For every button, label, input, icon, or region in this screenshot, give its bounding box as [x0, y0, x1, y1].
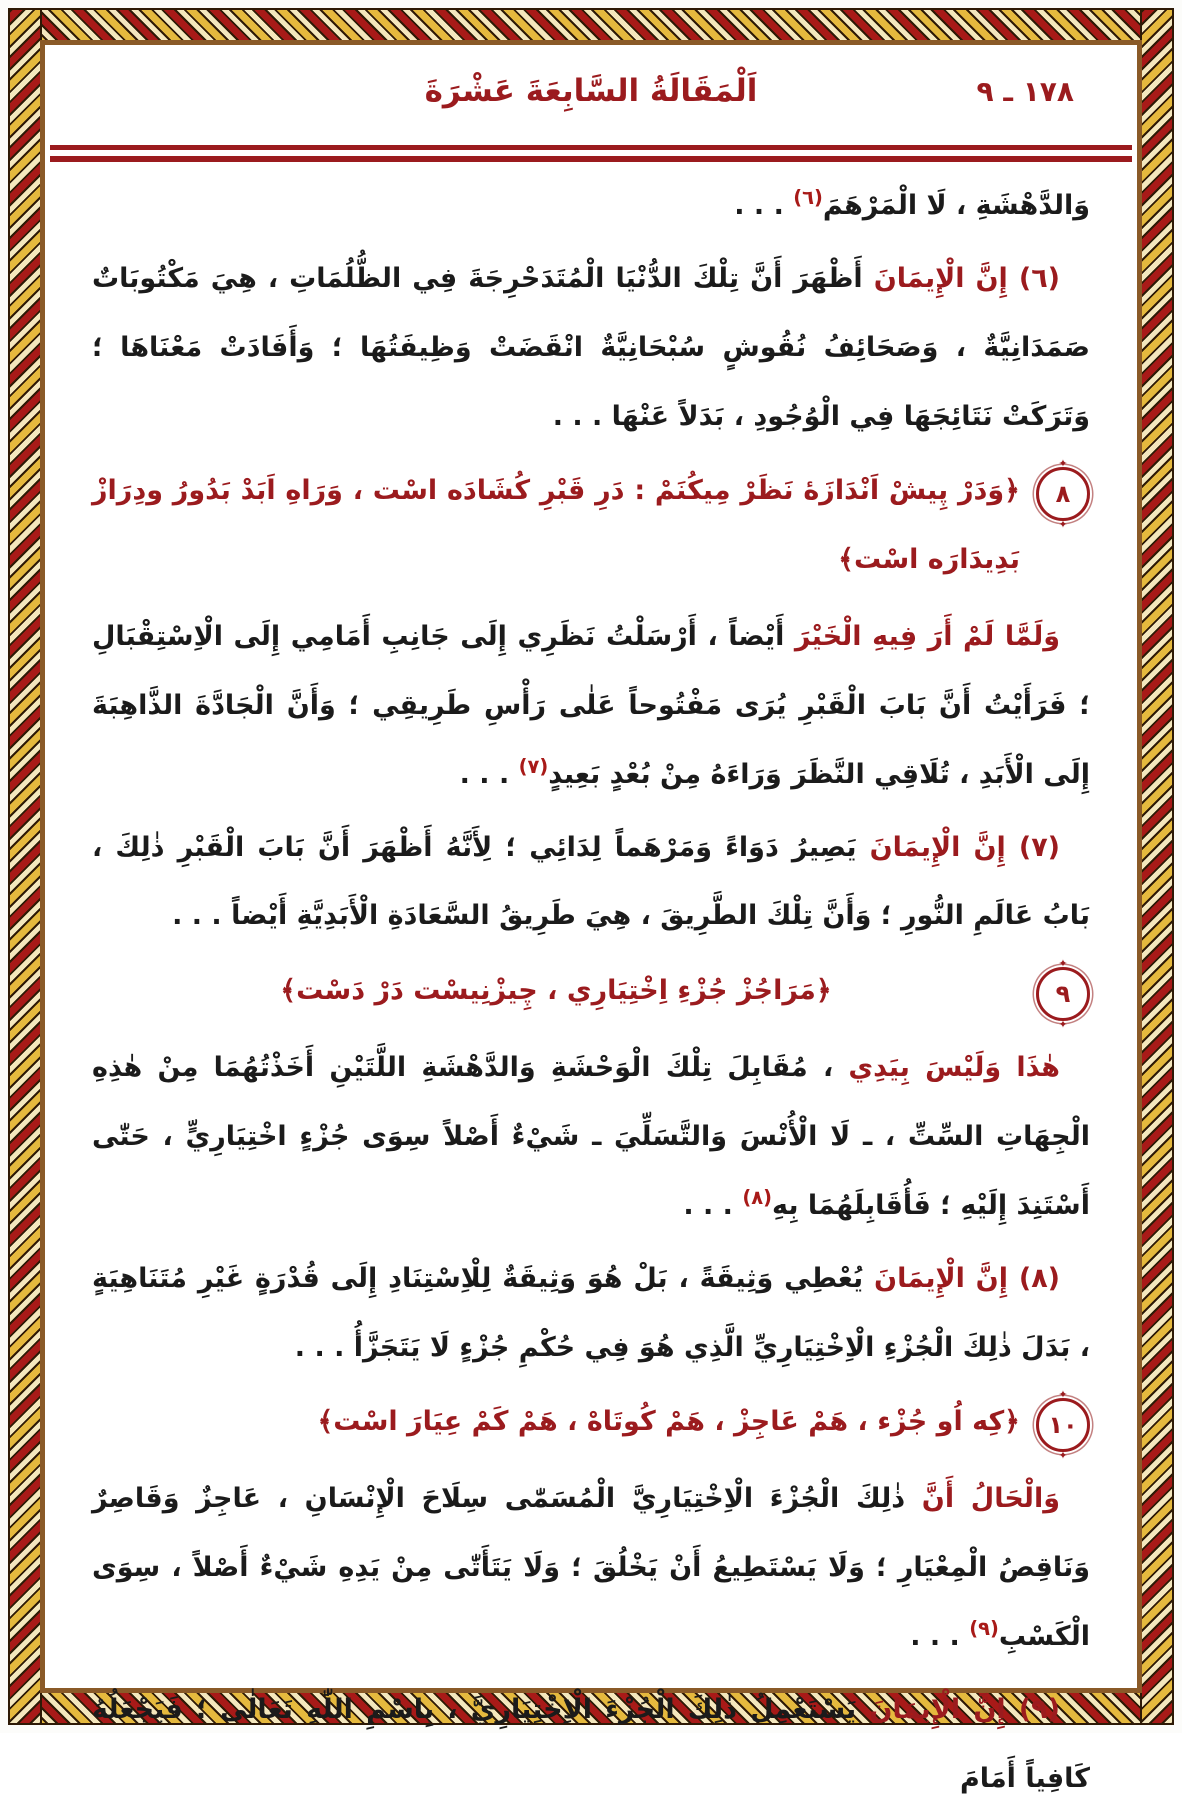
text-segment: أَيْضاً ، أَرْسَلْتُ نَظَرِي إِلَى جَانِبِ أَمَامِي إِلَى الْاِسْتِقْبَالِ ؛ فَرَأَيْتُ أَنَّ بَابَ الْقَبْرِ يُرَى مَفْتُوحاً عَلٰى رَأْسِ طَرِيقِي ؛ وَأَنَّ الْجَادَّةَ الذَّاهِبَةَ إِلَى الْأَبَدِ ، تُلَاقِي النَّظَرَ وَرَاءَهُ مِنْ بُعْدٍ بَعِيدٍ	[92, 621, 1090, 790]
ornate-border-top	[8, 8, 1174, 42]
paragraph	[92, 1034, 1090, 1241]
text-segment: وَالْحَالُ أَنَّ	[905, 1483, 1060, 1515]
text-segment: . . .	[459, 758, 519, 790]
text-segment: وَالدَّهْشَةِ ، لَا الْمَرْهَمَ	[822, 190, 1090, 221]
text-segment: أَظْهَرَ أَنَّ تِلْكَ الدُّنْيَا الْمُتَدَحْرِجَةَ فِي الظُّلُمَاتِ ، هِيَ مَكْتُوبَاتٌ صَمَدَانِيَّةٌ ، وَصَحَائِفُ نُقُوشٍ سُبْحَانِيَّةٌ انْقَضَتْ وَظِيفَتُهَا ؛ وَأَفَادَتْ مَعْنَاهَا ؛ وَتَرَكَتْ نَتَائِجَهَا فِي الْوُجُودِ ، بَدَلاً عَنْهَا . . .	[92, 262, 1090, 432]
verse-block	[92, 957, 1090, 1026]
text-segment: . . .	[734, 190, 794, 221]
text-segment: يَسْتَعْمِلُ ذٰلِكَ الْجُزْءَ الْاِخْتِيَارِيَّ ، بِاسْمِ اللّٰهِ تَعَالٰى ؛ فَيَجْعَلُهُ كَافِياً أَمَامَ	[92, 1693, 1090, 1794]
text-segment: ذٰلِكَ الْجُزْءَ الْاِخْتِيَارِيَّ الْمُسَمّٰى سِلَاحَ الْإِنْسَانِ ، عَاجِزٌ وَقَاصِرٌ وَنَاقِصُ الْمِعْيَارِ ؛ وَلَا يَسْتَطِيعُ أَنْ يَخْلُقَ ؛ وَلَا يَتَأَتّٰى مِنْ يَدِهِ شَيْءٌ أَصْلاً ، سِوَى الْكَسْبِ	[92, 1483, 1090, 1652]
verse-block	[92, 1388, 1090, 1457]
footnote-ref: (٧)	[518, 754, 549, 778]
paragraph	[92, 172, 1090, 241]
paragraph	[92, 814, 1090, 952]
text-segment: ، مُقَابِلَ تِلْكَ الْوَحْشَةِ وَالدَّهْشَةِ اللَّتَيْنِ أَخَذْتُهُمَا مِنْ هٰذِهِ الْجِهَاتِ السِّتِّ ، ـ لَا الْأُنْسَ وَالتَّسَلِّيَ ـ شَيْءٌ أَصْلاً سِوَى جُزْءٍ اخْتِيَارِيٍّ ، حَتّٰى أَسْتَنِدَ إِلَيْهِ ؛ فَأُقَابِلَهُمَا بِهِ	[92, 1052, 1090, 1221]
verse-text: ﴿كِه اُو جُزْء ، هَمْ عَاجِزْ ، هَمْ كُوتَاهْ ، هَمْ كَمْ عِيَارَ اسْت﴾	[317, 1406, 1020, 1438]
text-segment: (٩) إِنَّ الْإِيمَانَ	[856, 1693, 1060, 1725]
text-segment: (٦) إِنَّ الْإِيمَانَ	[862, 262, 1061, 294]
paragraph	[92, 245, 1090, 452]
page-content	[50, 47, 1132, 1794]
verse-text: ﴿مَرَاجُزْ جُزْءِ اِخْتِيَارِي ، چِيزْنِيسْت دَرْ دَسْت﴾	[280, 975, 832, 1007]
page-number: ١٧٨ ـ ٩	[976, 75, 1074, 108]
paragraph	[92, 1676, 1090, 1813]
verse-number-ornament: ✦ ٨ ✦	[1036, 467, 1090, 521]
body-text	[50, 162, 1132, 1813]
text-segment: وَلَمَّا لَمْ أَرَ فِيهِ الْخَيْرَ	[784, 621, 1060, 653]
verse-number-ornament: ✦ ٩ ✦	[1036, 967, 1090, 1021]
footnote-ref: (٦)	[793, 186, 823, 209]
ornate-border-right	[1140, 8, 1174, 1725]
text-segment: . . .	[910, 1620, 970, 1652]
divider-line-top	[50, 145, 1132, 150]
text-segment: يُعْطِي وَثِيقَةً ، بَلْ هُوَ وَثِيقَةٌ لِلْاِسْتِنَادِ إِلَى قُدْرَةٍ غَيْرِ مُتَنَاهِيَةٍ ، بَدَلَ ذٰلِكَ الْجُزْءِ الْاِخْتِيَارِيِّ الَّذِي هُوَ فِي حُكْمِ جُزْءٍ لَا يَتَجَزَّأُ . . .	[92, 1262, 1090, 1363]
verse-text: ﴿وَدَرْ پِيشْ اَنْدَازَهٔ نَظَرْ مِيكُنَمْ : دَرِ قَبْرِ كُشَادَه اسْت ، وَرَاهِ اَبَدْ بَدُورُ ودِرَازْ بَدِيدَارَه اسْت﴾	[92, 475, 1020, 576]
verse-block	[92, 457, 1090, 595]
paragraph	[92, 603, 1090, 810]
text-segment: . . .	[683, 1189, 743, 1221]
text-segment: هٰذَا وَلَيْسَ بِيَدِي	[833, 1052, 1060, 1084]
page-header	[50, 73, 1132, 131]
verse-number-ornament: ✦ ١٠ ✦	[1036, 1398, 1090, 1452]
page-title: اَلْمَقَالَةُ السَّابِعَةَ عَشْرَةَ	[424, 73, 758, 109]
text-segment: (٧) إِنَّ الْإِيمَانَ	[856, 831, 1061, 863]
text-segment: (٨) إِنَّ الْإِيمَانَ	[863, 1262, 1061, 1294]
paragraph	[92, 1245, 1090, 1383]
ornate-border-left	[8, 8, 42, 1725]
header-divider	[50, 145, 1132, 162]
paragraph	[92, 1465, 1090, 1672]
text-segment: يَصِيرُ دَوَاءً وَمَرْهَماً لِدَائِي ؛ لِأَنَّهُ أَظْهَرَ أَنَّ بَابَ الْقَبْرِ ذٰلِكَ ، بَابُ عَالَمِ النُّورِ ؛ وَأَنَّ تِلْكَ الطَّرِيقَ ، هِيَ طَرِيقُ السَّعَادَةِ الْأَبَدِيَّةِ أَيْضاً . . .	[92, 831, 1090, 932]
footnote-ref: (٨)	[742, 1185, 772, 1209]
footnote-ref: (٩)	[969, 1616, 999, 1640]
